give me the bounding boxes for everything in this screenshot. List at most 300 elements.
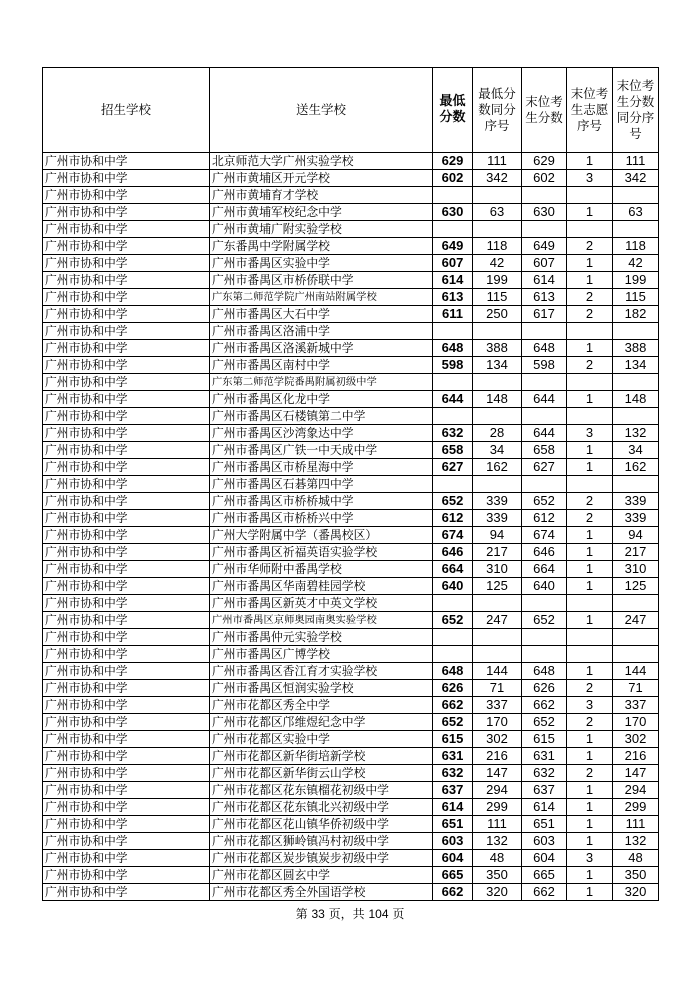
cell-last-score-rank: 337 — [613, 697, 659, 714]
cell-sending-school: 广州市黄埔区开元学校 — [210, 170, 433, 187]
cell-last-choice-order — [567, 476, 613, 493]
cell-enrolling-school: 广州市协和中学 — [43, 510, 210, 527]
table-row — [43, 714, 659, 731]
cell-last-score: 652 — [522, 714, 567, 731]
cell-last-score-rank: 132 — [613, 833, 659, 850]
cell-sending-school: 广州市花都区狮岭镇冯村初级中学 — [210, 833, 433, 850]
cell-last-choice-order: 3 — [567, 425, 613, 442]
header-last-score: 末位考生分数 — [522, 68, 567, 153]
cell-enrolling-school: 广州市协和中学 — [43, 408, 210, 425]
cell-enrolling-school: 广州市协和中学 — [43, 697, 210, 714]
cell-min-score-rank: 144 — [473, 663, 522, 680]
cell-min-score-rank: 299 — [473, 799, 522, 816]
cell-last-score — [522, 221, 567, 238]
cell-sending-school: 北京师范大学广州实验学校 — [210, 153, 433, 170]
table-row — [43, 391, 659, 408]
cell-sending-school: 广州市黄埔广附实验学校 — [210, 221, 433, 238]
table-row — [43, 289, 659, 306]
cell-min-score-rank: 217 — [473, 544, 522, 561]
cell-min-score-rank: 342 — [473, 170, 522, 187]
cell-last-score-rank: 247 — [613, 612, 659, 629]
cell-last-score: 607 — [522, 255, 567, 272]
cell-sending-school: 广州市番禺区香江育才实验学校 — [210, 663, 433, 680]
cell-sending-school: 广州市番禺区洛溪新城中学 — [210, 340, 433, 357]
cell-last-score-rank — [613, 221, 659, 238]
cell-enrolling-school: 广州市协和中学 — [43, 833, 210, 850]
cell-last-score — [522, 323, 567, 340]
cell-last-score: 648 — [522, 663, 567, 680]
cell-last-score: 674 — [522, 527, 567, 544]
cell-sending-school: 广州市番禺区京师奥园南奥实验学校 — [210, 612, 433, 629]
cell-last-choice-order — [567, 629, 613, 646]
cell-last-score: 626 — [522, 680, 567, 697]
cell-last-choice-order: 1 — [567, 561, 613, 578]
table-row — [43, 680, 659, 697]
cell-min-score-rank: 199 — [473, 272, 522, 289]
cell-sending-school: 广州市番禺区南村中学 — [210, 357, 433, 374]
cell-min-score: 604 — [433, 850, 473, 867]
cell-enrolling-school: 广州市协和中学 — [43, 357, 210, 374]
cell-last-choice-order — [567, 646, 613, 663]
cell-last-score-rank: 34 — [613, 442, 659, 459]
cell-last-score: 604 — [522, 850, 567, 867]
cell-last-score-rank — [613, 323, 659, 340]
table-row — [43, 306, 659, 323]
cell-last-choice-order: 1 — [567, 884, 613, 901]
cell-last-score: 632 — [522, 765, 567, 782]
admission-table — [42, 67, 659, 901]
cell-enrolling-school: 广州市协和中学 — [43, 527, 210, 544]
cell-sending-school: 广州市番禺区石楼镇第二中学 — [210, 408, 433, 425]
cell-last-score — [522, 187, 567, 204]
cell-min-score — [433, 408, 473, 425]
cell-last-score: 602 — [522, 170, 567, 187]
cell-sending-school: 广州市番禺区广铁一中天成中学 — [210, 442, 433, 459]
cell-min-score: 631 — [433, 748, 473, 765]
cell-enrolling-school: 广州市协和中学 — [43, 867, 210, 884]
table-row — [43, 544, 659, 561]
cell-min-score-rank: 34 — [473, 442, 522, 459]
cell-min-score-rank: 170 — [473, 714, 522, 731]
cell-sending-school: 广州市番禺区广博学校 — [210, 646, 433, 663]
cell-last-score-rank: 48 — [613, 850, 659, 867]
cell-last-choice-order — [567, 323, 613, 340]
cell-last-score: 649 — [522, 238, 567, 255]
cell-last-score-rank: 132 — [613, 425, 659, 442]
cell-last-score: 603 — [522, 833, 567, 850]
cell-min-score: 611 — [433, 306, 473, 323]
table-row — [43, 459, 659, 476]
table-row — [43, 340, 659, 357]
cell-last-score-rank: 302 — [613, 731, 659, 748]
cell-min-score: 652 — [433, 612, 473, 629]
cell-last-score-rank — [613, 187, 659, 204]
cell-min-score-rank: 147 — [473, 765, 522, 782]
cell-last-choice-order: 1 — [567, 255, 613, 272]
cell-last-score — [522, 476, 567, 493]
cell-sending-school: 广州市花都区新华街培新学校 — [210, 748, 433, 765]
cell-min-score: 598 — [433, 357, 473, 374]
cell-last-score: 664 — [522, 561, 567, 578]
cell-sending-school: 广州市番禺区市桥桥兴中学 — [210, 510, 433, 527]
cell-last-score — [522, 408, 567, 425]
cell-enrolling-school: 广州市协和中学 — [43, 374, 210, 391]
cell-last-score-rank: 125 — [613, 578, 659, 595]
cell-min-score — [433, 374, 473, 391]
cell-min-score-rank: 115 — [473, 289, 522, 306]
cell-sending-school: 广州市番禺区市桥侨联中学 — [210, 272, 433, 289]
cell-min-score-rank: 216 — [473, 748, 522, 765]
cell-enrolling-school: 广州市协和中学 — [43, 646, 210, 663]
cell-sending-school: 广州市花都区炭步镇炭步初级中学 — [210, 850, 433, 867]
cell-last-choice-order: 2 — [567, 289, 613, 306]
cell-enrolling-school: 广州市协和中学 — [43, 306, 210, 323]
cell-min-score: 632 — [433, 765, 473, 782]
cell-sending-school: 广州市黄埔军校纪念中学 — [210, 204, 433, 221]
cell-min-score: 662 — [433, 697, 473, 714]
cell-enrolling-school: 广州市协和中学 — [43, 493, 210, 510]
cell-min-score-rank: 71 — [473, 680, 522, 697]
cell-last-score-rank — [613, 476, 659, 493]
cell-last-choice-order: 1 — [567, 663, 613, 680]
cell-sending-school: 广东番禺中学附属学校 — [210, 238, 433, 255]
cell-last-score-rank: 134 — [613, 357, 659, 374]
cell-min-score-rank — [473, 187, 522, 204]
cell-last-score-rank — [613, 374, 659, 391]
cell-last-score-rank: 94 — [613, 527, 659, 544]
cell-enrolling-school: 广州市协和中学 — [43, 850, 210, 867]
cell-last-score: 612 — [522, 510, 567, 527]
cell-last-choice-order: 2 — [567, 493, 613, 510]
cell-last-score: 613 — [522, 289, 567, 306]
cell-last-score-rank: 182 — [613, 306, 659, 323]
cell-min-score: 627 — [433, 459, 473, 476]
cell-last-choice-order: 1 — [567, 204, 613, 221]
cell-last-score-rank — [613, 408, 659, 425]
table-row — [43, 425, 659, 442]
cell-min-score — [433, 323, 473, 340]
cell-min-score: 637 — [433, 782, 473, 799]
page-total: 104 — [368, 907, 389, 921]
cell-enrolling-school: 广州市协和中学 — [43, 221, 210, 238]
cell-last-score: 644 — [522, 425, 567, 442]
cell-last-score-rank: 111 — [613, 153, 659, 170]
cell-min-score: 651 — [433, 816, 473, 833]
cell-sending-school: 广州市番禺区实验中学 — [210, 255, 433, 272]
table-row — [43, 408, 659, 425]
cell-last-choice-order: 2 — [567, 765, 613, 782]
cell-last-score-rank: 147 — [613, 765, 659, 782]
cell-min-score: 602 — [433, 170, 473, 187]
cell-min-score: 662 — [433, 884, 473, 901]
cell-enrolling-school: 广州市协和中学 — [43, 425, 210, 442]
cell-min-score-rank: 48 — [473, 850, 522, 867]
header-sending-school: 送生学校 — [210, 68, 433, 153]
cell-last-choice-order: 1 — [567, 816, 613, 833]
cell-last-score-rank: 217 — [613, 544, 659, 561]
cell-enrolling-school: 广州市协和中学 — [43, 714, 210, 731]
cell-last-score-rank: 388 — [613, 340, 659, 357]
cell-min-score-rank — [473, 476, 522, 493]
table-row — [43, 867, 659, 884]
cell-sending-school: 广州市番禺区化龙中学 — [210, 391, 433, 408]
cell-last-choice-order: 1 — [567, 340, 613, 357]
cell-enrolling-school: 广州市协和中学 — [43, 204, 210, 221]
cell-sending-school: 广州市番禺区市桥星海中学 — [210, 459, 433, 476]
cell-enrolling-school: 广州市协和中学 — [43, 561, 210, 578]
cell-enrolling-school: 广州市协和中学 — [43, 544, 210, 561]
cell-last-score: 630 — [522, 204, 567, 221]
cell-sending-school: 广州市花都区秀全外国语学校 — [210, 884, 433, 901]
table-row — [43, 493, 659, 510]
cell-last-choice-order — [567, 374, 613, 391]
table-row — [43, 221, 659, 238]
footer-text: 第 — [295, 907, 312, 921]
cell-enrolling-school: 广州市协和中学 — [43, 612, 210, 629]
cell-sending-school: 广州市番禺区市桥桥城中学 — [210, 493, 433, 510]
cell-min-score: 664 — [433, 561, 473, 578]
cell-sending-school: 广州市番禺区祈福英语实验学校 — [210, 544, 433, 561]
table-row — [43, 476, 659, 493]
cell-enrolling-school: 广州市协和中学 — [43, 748, 210, 765]
cell-last-choice-order: 1 — [567, 544, 613, 561]
cell-enrolling-school: 广州市协和中学 — [43, 272, 210, 289]
cell-last-score-rank: 42 — [613, 255, 659, 272]
cell-last-score: 640 — [522, 578, 567, 595]
cell-last-score-rank: 63 — [613, 204, 659, 221]
cell-last-score-rank: 350 — [613, 867, 659, 884]
cell-min-score-rank — [473, 408, 522, 425]
cell-enrolling-school: 广州市协和中学 — [43, 153, 210, 170]
cell-min-score — [433, 221, 473, 238]
cell-min-score — [433, 629, 473, 646]
cell-last-score: 614 — [522, 272, 567, 289]
cell-min-score-rank: 339 — [473, 510, 522, 527]
cell-last-choice-order: 3 — [567, 170, 613, 187]
cell-sending-school: 广东第二师范学院广州南站附属学校 — [210, 289, 433, 306]
table-row — [43, 731, 659, 748]
table-row — [43, 374, 659, 391]
cell-min-score-rank: 250 — [473, 306, 522, 323]
cell-enrolling-school: 广州市协和中学 — [43, 680, 210, 697]
cell-min-score-rank: 111 — [473, 816, 522, 833]
cell-last-score: 627 — [522, 459, 567, 476]
cell-min-score: 644 — [433, 391, 473, 408]
cell-min-score: 629 — [433, 153, 473, 170]
cell-last-score-rank — [613, 646, 659, 663]
cell-enrolling-school: 广州市协和中学 — [43, 816, 210, 833]
cell-last-score-rank: 118 — [613, 238, 659, 255]
cell-last-choice-order — [567, 187, 613, 204]
table-row — [43, 646, 659, 663]
cell-min-score: 648 — [433, 340, 473, 357]
cell-sending-school: 广州市花都区实验中学 — [210, 731, 433, 748]
cell-enrolling-school: 广州市协和中学 — [43, 391, 210, 408]
cell-min-score: 665 — [433, 867, 473, 884]
cell-last-choice-order: 1 — [567, 391, 613, 408]
cell-min-score: 613 — [433, 289, 473, 306]
header-last-score-rank: 末位考生分数同分序号 — [613, 68, 659, 153]
cell-last-choice-order: 1 — [567, 612, 613, 629]
cell-enrolling-school: 广州市协和中学 — [43, 799, 210, 816]
cell-last-choice-order: 1 — [567, 748, 613, 765]
table-row — [43, 323, 659, 340]
cell-last-choice-order: 1 — [567, 782, 613, 799]
cell-min-score: 632 — [433, 425, 473, 442]
table-row — [43, 765, 659, 782]
table-row — [43, 153, 659, 170]
cell-last-choice-order: 1 — [567, 833, 613, 850]
cell-last-score: 648 — [522, 340, 567, 357]
cell-sending-school: 广州市番禺区大石中学 — [210, 306, 433, 323]
table-row — [43, 850, 659, 867]
cell-min-score-rank: 320 — [473, 884, 522, 901]
table-row — [43, 612, 659, 629]
cell-last-score-rank: 216 — [613, 748, 659, 765]
cell-last-score-rank: 339 — [613, 510, 659, 527]
cell-sending-school: 广州市番禺区石碁第四中学 — [210, 476, 433, 493]
cell-min-score-rank: 28 — [473, 425, 522, 442]
cell-min-score-rank: 337 — [473, 697, 522, 714]
cell-last-score-rank: 148 — [613, 391, 659, 408]
cell-last-score-rank: 170 — [613, 714, 659, 731]
header-last-choice-order: 末位考生志愿序号 — [567, 68, 613, 153]
cell-min-score-rank — [473, 323, 522, 340]
footer-text: 页 — [388, 907, 405, 921]
footer-text: 页，共 — [324, 907, 369, 921]
cell-min-score-rank: 118 — [473, 238, 522, 255]
cell-min-score-rank: 294 — [473, 782, 522, 799]
table-row — [43, 816, 659, 833]
cell-min-score: 649 — [433, 238, 473, 255]
cell-min-score-rank — [473, 374, 522, 391]
cell-min-score-rank: 63 — [473, 204, 522, 221]
table-row — [43, 170, 659, 187]
cell-last-choice-order — [567, 595, 613, 612]
cell-min-score-rank: 134 — [473, 357, 522, 374]
cell-min-score-rank: 339 — [473, 493, 522, 510]
table-row — [43, 561, 659, 578]
cell-min-score-rank: 350 — [473, 867, 522, 884]
cell-sending-school: 广州市华师附中番禺学校 — [210, 561, 433, 578]
cell-min-score-rank: 302 — [473, 731, 522, 748]
table-row — [43, 697, 659, 714]
cell-min-score-rank: 111 — [473, 153, 522, 170]
cell-min-score-rank — [473, 646, 522, 663]
table-row — [43, 833, 659, 850]
cell-last-score-rank: 299 — [613, 799, 659, 816]
cell-last-score: 658 — [522, 442, 567, 459]
header-min-score: 最低分数 — [433, 68, 473, 153]
cell-enrolling-school: 广州市协和中学 — [43, 476, 210, 493]
cell-enrolling-school: 广州市协和中学 — [43, 238, 210, 255]
table-row — [43, 238, 659, 255]
cell-min-score: 612 — [433, 510, 473, 527]
cell-last-score — [522, 629, 567, 646]
cell-last-score — [522, 595, 567, 612]
cell-min-score-rank: 310 — [473, 561, 522, 578]
cell-min-score: 607 — [433, 255, 473, 272]
table-row — [43, 204, 659, 221]
header-row — [43, 68, 659, 153]
cell-min-score — [433, 476, 473, 493]
table-row — [43, 663, 659, 680]
cell-min-score-rank: 162 — [473, 459, 522, 476]
cell-enrolling-school: 广州市协和中学 — [43, 459, 210, 476]
cell-enrolling-school: 广州市协和中学 — [43, 884, 210, 901]
cell-min-score-rank: 388 — [473, 340, 522, 357]
table-row — [43, 272, 659, 289]
cell-last-score: 644 — [522, 391, 567, 408]
cell-last-choice-order: 2 — [567, 680, 613, 697]
cell-min-score-rank: 247 — [473, 612, 522, 629]
cell-min-score-rank: 125 — [473, 578, 522, 595]
cell-min-score-rank: 42 — [473, 255, 522, 272]
cell-last-score: 662 — [522, 884, 567, 901]
cell-last-score: 662 — [522, 697, 567, 714]
cell-min-score: 658 — [433, 442, 473, 459]
cell-sending-school: 广州大学附属中学（番禺校区） — [210, 527, 433, 544]
cell-last-choice-order: 1 — [567, 799, 613, 816]
cell-min-score: 614 — [433, 799, 473, 816]
cell-last-score-rank: 310 — [613, 561, 659, 578]
cell-last-score-rank: 320 — [613, 884, 659, 901]
cell-sending-school: 广州市花都区圆玄中学 — [210, 867, 433, 884]
cell-enrolling-school: 广州市协和中学 — [43, 578, 210, 595]
cell-last-score-rank: 162 — [613, 459, 659, 476]
page-number: 33 — [311, 907, 325, 921]
cell-last-choice-order — [567, 408, 613, 425]
cell-min-score-rank: 94 — [473, 527, 522, 544]
cell-last-score: 629 — [522, 153, 567, 170]
cell-last-score: 637 — [522, 782, 567, 799]
header-min-score-rank: 最低分数同分序号 — [473, 68, 522, 153]
cell-min-score: 648 — [433, 663, 473, 680]
cell-min-score: 640 — [433, 578, 473, 595]
cell-last-score-rank: 339 — [613, 493, 659, 510]
cell-enrolling-school: 广州市协和中学 — [43, 442, 210, 459]
cell-last-choice-order: 1 — [567, 272, 613, 289]
cell-last-choice-order: 1 — [567, 153, 613, 170]
cell-last-score: 598 — [522, 357, 567, 374]
cell-last-choice-order: 3 — [567, 697, 613, 714]
cell-last-score: 652 — [522, 493, 567, 510]
table-row — [43, 595, 659, 612]
cell-min-score-rank: 132 — [473, 833, 522, 850]
table-row — [43, 629, 659, 646]
table-row — [43, 357, 659, 374]
cell-last-choice-order: 1 — [567, 459, 613, 476]
cell-last-choice-order: 1 — [567, 442, 613, 459]
cell-sending-school: 广州市番禺仲元实验学校 — [210, 629, 433, 646]
table-row — [43, 187, 659, 204]
cell-last-choice-order: 2 — [567, 714, 613, 731]
cell-min-score: 603 — [433, 833, 473, 850]
cell-enrolling-school: 广州市协和中学 — [43, 255, 210, 272]
page-footer — [0, 905, 700, 922]
cell-enrolling-school: 广州市协和中学 — [43, 340, 210, 357]
cell-last-choice-order: 2 — [567, 306, 613, 323]
cell-last-choice-order: 2 — [567, 510, 613, 527]
cell-min-score: 615 — [433, 731, 473, 748]
cell-last-score — [522, 374, 567, 391]
cell-enrolling-school: 广州市协和中学 — [43, 595, 210, 612]
cell-enrolling-school: 广州市协和中学 — [43, 289, 210, 306]
cell-last-choice-order: 1 — [567, 578, 613, 595]
cell-last-score-rank: 199 — [613, 272, 659, 289]
cell-last-score: 652 — [522, 612, 567, 629]
cell-min-score: 630 — [433, 204, 473, 221]
